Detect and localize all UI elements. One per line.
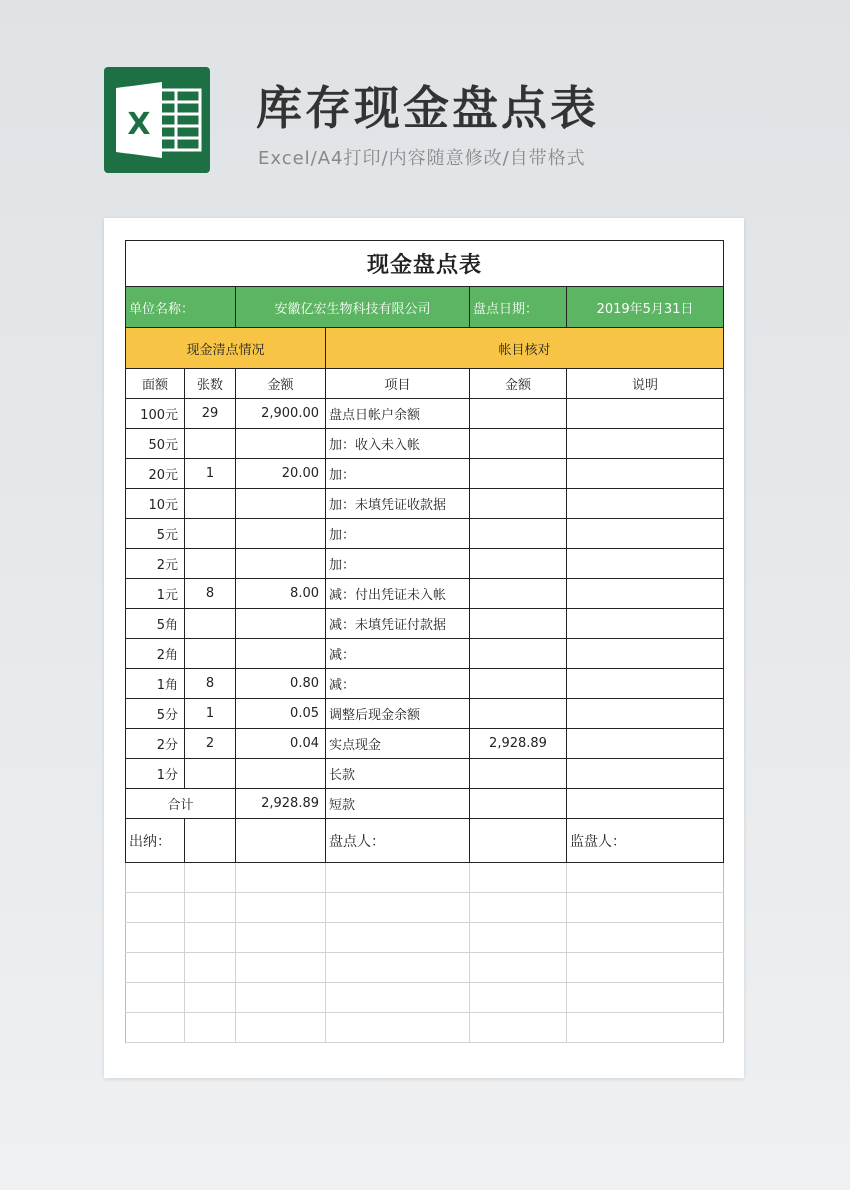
- amount-cell[interactable]: 20.00: [236, 459, 326, 489]
- denomination-cell[interactable]: 100元: [126, 399, 185, 429]
- item-amount-cell[interactable]: 2,928.89: [470, 729, 567, 759]
- count-cell[interactable]: [185, 639, 236, 669]
- empty-grid-row: [126, 893, 724, 923]
- note-cell[interactable]: [567, 549, 724, 579]
- empty-cell[interactable]: [470, 1013, 567, 1043]
- table-row: [126, 609, 724, 639]
- table-row: [126, 459, 724, 489]
- amount-cell[interactable]: 8.00: [236, 579, 326, 609]
- unit-value[interactable]: 安徽亿宏生物科技有限公司: [236, 287, 470, 328]
- denomination-cell[interactable]: 1角: [126, 669, 185, 699]
- denomination-cell[interactable]: 2元: [126, 549, 185, 579]
- empty-cell[interactable]: [236, 923, 326, 953]
- total-row: [126, 789, 724, 819]
- table-row: [126, 639, 724, 669]
- empty-cell[interactable]: [567, 983, 724, 1013]
- denomination-cell[interactable]: 20元: [126, 459, 185, 489]
- item-cell[interactable]: 加：: [326, 519, 470, 549]
- denomination-cell[interactable]: 10元: [126, 489, 185, 519]
- cash-count-table: [125, 240, 724, 1043]
- item-amount-cell[interactable]: [470, 549, 567, 579]
- empty-grid-row: [126, 863, 724, 893]
- item-amount-cell[interactable]: [470, 579, 567, 609]
- count-cell[interactable]: 8: [185, 669, 236, 699]
- count-cell[interactable]: [185, 519, 236, 549]
- empty-cell[interactable]: [567, 953, 724, 983]
- item-cell[interactable]: 调整后现金余额: [326, 699, 470, 729]
- table-row: [126, 669, 724, 699]
- empty-cell[interactable]: [470, 923, 567, 953]
- empty-cell[interactable]: [326, 983, 470, 1013]
- count-cell[interactable]: [185, 549, 236, 579]
- empty-cell[interactable]: [470, 893, 567, 923]
- table-row: [126, 579, 724, 609]
- empty-cell[interactable]: [567, 1013, 724, 1043]
- note-cell[interactable]: [567, 399, 724, 429]
- empty-grid-row: [126, 953, 724, 983]
- empty-cell[interactable]: [326, 953, 470, 983]
- col-header-item[interactable]: 项目: [326, 369, 470, 399]
- item-amount-cell[interactable]: [470, 759, 567, 789]
- item-amount-cell[interactable]: [470, 429, 567, 459]
- amount-cell[interactable]: [236, 759, 326, 789]
- empty-cell[interactable]: [185, 983, 236, 1013]
- cashier-sign-cell[interactable]: [236, 819, 326, 863]
- note-cell[interactable]: [567, 759, 724, 789]
- note-cell[interactable]: [567, 429, 724, 459]
- denomination-cell[interactable]: 1元: [126, 579, 185, 609]
- date-value[interactable]: 2019年5月31日: [567, 287, 724, 328]
- amount-cell[interactable]: 2,900.00: [236, 399, 326, 429]
- count-cell[interactable]: [185, 609, 236, 639]
- empty-cell[interactable]: [326, 923, 470, 953]
- table-row: [126, 699, 724, 729]
- amount-cell[interactable]: [236, 609, 326, 639]
- table-row: [126, 399, 724, 429]
- item-cell[interactable]: 减：: [326, 669, 470, 699]
- item-cell[interactable]: 实点现金: [326, 729, 470, 759]
- table-row: [126, 729, 724, 759]
- shortage-amount[interactable]: [470, 789, 567, 819]
- shortage-item[interactable]: 短款: [326, 789, 470, 819]
- item-cell[interactable]: 加：收入未入帐: [326, 429, 470, 459]
- col-header-item-amount[interactable]: 金额: [470, 369, 567, 399]
- empty-cell[interactable]: [236, 983, 326, 1013]
- col-header-amount[interactable]: 金额: [236, 369, 326, 399]
- empty-cell[interactable]: [236, 1013, 326, 1043]
- note-cell[interactable]: [567, 609, 724, 639]
- empty-cell[interactable]: [567, 863, 724, 893]
- excel-icon: [112, 80, 204, 160]
- denomination-cell[interactable]: 1分: [126, 759, 185, 789]
- shortage-note[interactable]: [567, 789, 724, 819]
- empty-grid-row: [126, 923, 724, 953]
- table-row: [126, 519, 724, 549]
- cashier-blank[interactable]: [185, 819, 236, 863]
- empty-cell[interactable]: [236, 863, 326, 893]
- note-cell[interactable]: [567, 519, 724, 549]
- amount-cell[interactable]: [236, 549, 326, 579]
- count-cell[interactable]: [185, 429, 236, 459]
- signature-row: [126, 819, 724, 863]
- item-cell[interactable]: 减：未填凭证付款据: [326, 609, 470, 639]
- section-cash-count[interactable]: 现金清点情况: [126, 328, 326, 369]
- denomination-cell[interactable]: 50元: [126, 429, 185, 459]
- total-label[interactable]: 合计: [126, 789, 236, 819]
- page-subtitle: Excel/A4打印/内容随意修改/自带格式: [258, 148, 586, 169]
- table-row: [126, 549, 724, 579]
- empty-cell[interactable]: [126, 983, 185, 1013]
- item-cell[interactable]: 盘点日帐户余额: [326, 399, 470, 429]
- note-cell[interactable]: [567, 579, 724, 609]
- denomination-cell[interactable]: 2分: [126, 729, 185, 759]
- item-cell[interactable]: 长款: [326, 759, 470, 789]
- empty-grid-row: [126, 1013, 724, 1043]
- empty-cell[interactable]: [470, 983, 567, 1013]
- empty-cell[interactable]: [126, 953, 185, 983]
- amount-cell[interactable]: [236, 519, 326, 549]
- note-cell[interactable]: [567, 639, 724, 669]
- col-header-denomination[interactable]: 面额: [126, 369, 185, 399]
- empty-grid-row: [126, 983, 724, 1013]
- empty-cell[interactable]: [326, 863, 470, 893]
- date-label[interactable]: 盘点日期：: [470, 287, 567, 328]
- total-amount[interactable]: 2,928.89: [236, 789, 326, 819]
- count-cell[interactable]: 2: [185, 729, 236, 759]
- item-amount-cell[interactable]: [470, 639, 567, 669]
- empty-cell[interactable]: [126, 863, 185, 893]
- note-cell[interactable]: [567, 489, 724, 519]
- empty-cell[interactable]: [126, 1013, 185, 1043]
- item-amount-cell[interactable]: [470, 489, 567, 519]
- item-amount-cell[interactable]: [470, 399, 567, 429]
- note-cell[interactable]: [567, 729, 724, 759]
- col-header-note[interactable]: 说明: [567, 369, 724, 399]
- denomination-cell[interactable]: 2角: [126, 639, 185, 669]
- empty-cell[interactable]: [185, 893, 236, 923]
- amount-cell[interactable]: 0.80: [236, 669, 326, 699]
- empty-cell[interactable]: [470, 953, 567, 983]
- empty-cell[interactable]: [126, 893, 185, 923]
- empty-cell[interactable]: [236, 893, 326, 923]
- item-amount-cell[interactable]: [470, 669, 567, 699]
- empty-cell[interactable]: [326, 893, 470, 923]
- count-cell[interactable]: 29: [185, 399, 236, 429]
- empty-cell[interactable]: [326, 1013, 470, 1043]
- section-account-check[interactable]: 帐目核对: [326, 328, 724, 369]
- note-cell[interactable]: [567, 699, 724, 729]
- empty-cell[interactable]: [567, 893, 724, 923]
- item-amount-cell[interactable]: [470, 609, 567, 639]
- denomination-cell[interactable]: 5元: [126, 519, 185, 549]
- amount-cell[interactable]: [236, 489, 326, 519]
- count-cell[interactable]: 1: [185, 459, 236, 489]
- spreadsheet-sheet: [104, 218, 744, 1078]
- item-cell[interactable]: 减：付出凭证未入帐: [326, 579, 470, 609]
- table-row: [126, 489, 724, 519]
- table-row: [126, 759, 724, 789]
- count-cell[interactable]: 1: [185, 699, 236, 729]
- amount-cell[interactable]: 0.04: [236, 729, 326, 759]
- item-amount-cell[interactable]: [470, 699, 567, 729]
- empty-cell[interactable]: [567, 923, 724, 953]
- item-cell[interactable]: 加：: [326, 459, 470, 489]
- amount-cell[interactable]: [236, 429, 326, 459]
- count-cell[interactable]: [185, 489, 236, 519]
- count-cell[interactable]: [185, 759, 236, 789]
- denomination-cell[interactable]: 5分: [126, 699, 185, 729]
- empty-cell[interactable]: [185, 1013, 236, 1043]
- svg-text:X: X: [127, 107, 151, 142]
- counter-sign-cell[interactable]: [470, 819, 567, 863]
- empty-cell[interactable]: [470, 863, 567, 893]
- item-cell[interactable]: 加：未填凭证收款据: [326, 489, 470, 519]
- empty-cell[interactable]: [185, 923, 236, 953]
- empty-cell[interactable]: [185, 863, 236, 893]
- unit-label[interactable]: 单位名称：: [126, 287, 236, 328]
- amount-cell[interactable]: [236, 639, 326, 669]
- counter-label[interactable]: 盘点人：: [326, 819, 470, 863]
- page-title: 库存现金盘点表: [256, 81, 599, 135]
- table-row: [126, 429, 724, 459]
- amount-cell[interactable]: 0.05: [236, 699, 326, 729]
- sheet-title[interactable]: 现金盘点表: [126, 241, 724, 287]
- item-cell[interactable]: 减：: [326, 639, 470, 669]
- denomination-cell[interactable]: 5角: [126, 609, 185, 639]
- count-cell[interactable]: 8: [185, 579, 236, 609]
- empty-cell[interactable]: [126, 923, 185, 953]
- item-amount-cell[interactable]: [470, 519, 567, 549]
- empty-cell[interactable]: [236, 953, 326, 983]
- item-cell[interactable]: 加：: [326, 549, 470, 579]
- col-header-count[interactable]: 张数: [185, 369, 236, 399]
- empty-cell[interactable]: [185, 953, 236, 983]
- note-cell[interactable]: [567, 669, 724, 699]
- supervisor-label[interactable]: 监盘人：: [567, 819, 724, 863]
- note-cell[interactable]: [567, 459, 724, 489]
- cashier-label[interactable]: 出纳：: [126, 819, 185, 863]
- item-amount-cell[interactable]: [470, 459, 567, 489]
